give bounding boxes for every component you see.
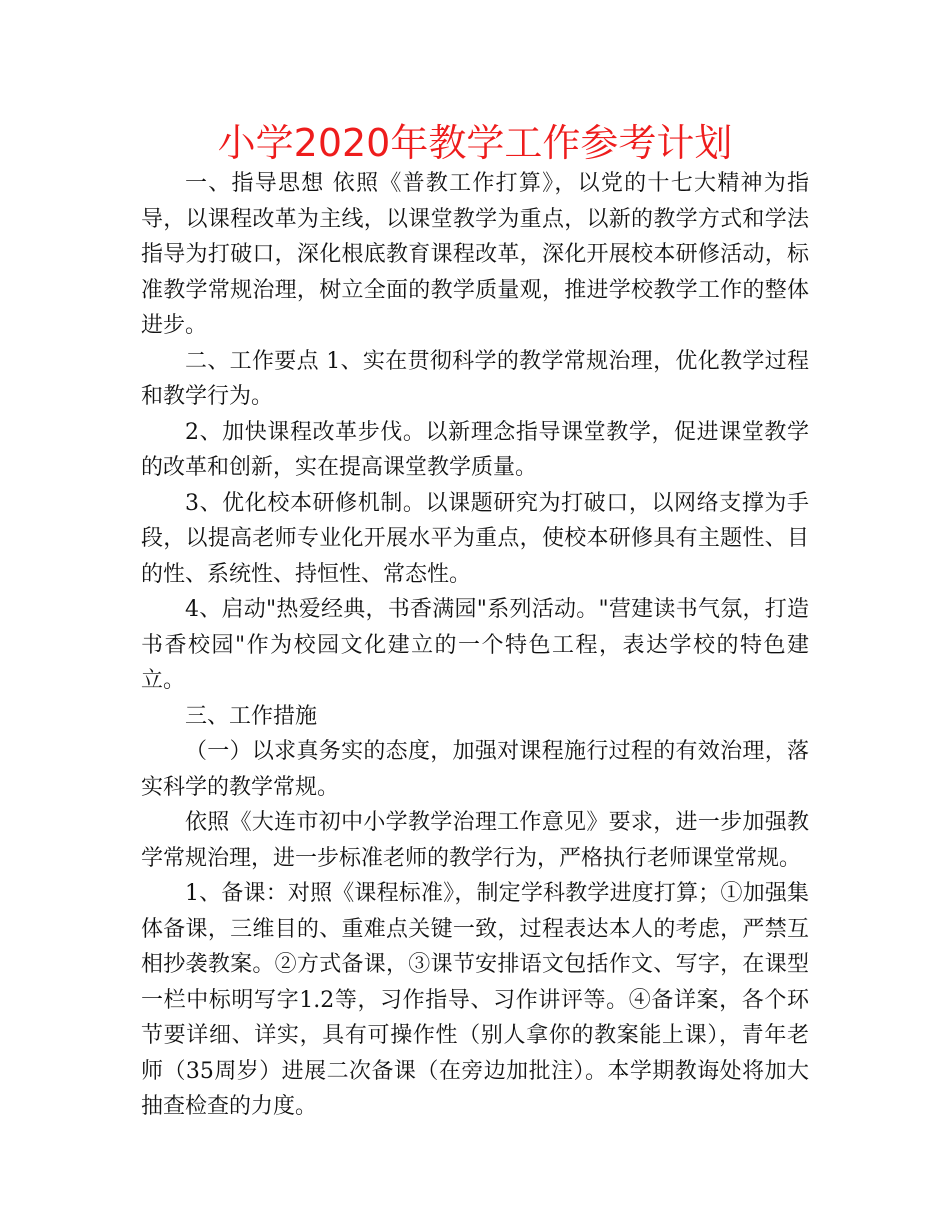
paragraph-dalian-guidance: 依照《大连市初中小学教学治理工作意见》要求，进一步加强教学常规治理，进一步标准老师的教学行为，严格执行老师课堂常规。 [141,810,809,871]
paragraph-work-points: 二、工作要点 1、实在贯彻科学的教学常规治理，优化教学过程和教学行为。 [141,348,809,409]
document-title: 小学2020年教学工作参考计划 [217,121,733,165]
document-body [141,166,809,1125]
paragraph-point-4: 4、启动"热爱经典，书香满园"系列活动。"营建读书气氛，打造书香校园"作为校园文化建立的一个特色工程，表达学校的特色建立。 [141,597,809,693]
paragraph-point-3: 3、优化校本研修机制。以课题研究为打破口，以网络支撑为手段，以提高老师专业化开展水平为重点，使校本研修具有主题性、目的性、系统性、持恒性、常态性。 [141,490,809,587]
paragraph-measure-1: （一）以求真务实的态度，加强对课程施行过程的有效治理，落实科学的教学常规。 [141,739,809,800]
paragraph-work-measures-heading: 三、工作措施 [185,703,318,729]
paragraph-guiding-ideology: 一、指导思想 依照《普教工作打算》，以党的十七大精神为指导，以课程改革为主线，以课堂教学为重点，以新的教学方式和学法指导为打破口，深化根底教育课程改革，深化开展校本研修活动，标准教学常规治理，树立全面的教学质量观，推进学校教学工作的整体进步。 [141,171,809,338]
paragraph-point-2: 2、加快课程改革步伐。以新理念指导课堂教学，促进课堂教学的改革和创新，实在提高课堂教学质量。 [141,419,809,480]
paragraph-lesson-prep: 1、备课：对照《课程标准》，制定学科教学进度打算；①加强集体备课，三维目的、重难点关键一致，过程表达本人的考虑，严禁互相抄袭教案。②方式备课，③课节安排语文包括作文、写字，在课型一栏中标明写字1.2等，习作指导、习作讲评等。④备详案，各个环节要详细、详实，具有可操作性（别人拿你的教案能上课），青年老师（35周岁）进展二次备课（在旁边加批注）。本学期教诲处将加大抽查检查的力度。 [141,881,809,1119]
